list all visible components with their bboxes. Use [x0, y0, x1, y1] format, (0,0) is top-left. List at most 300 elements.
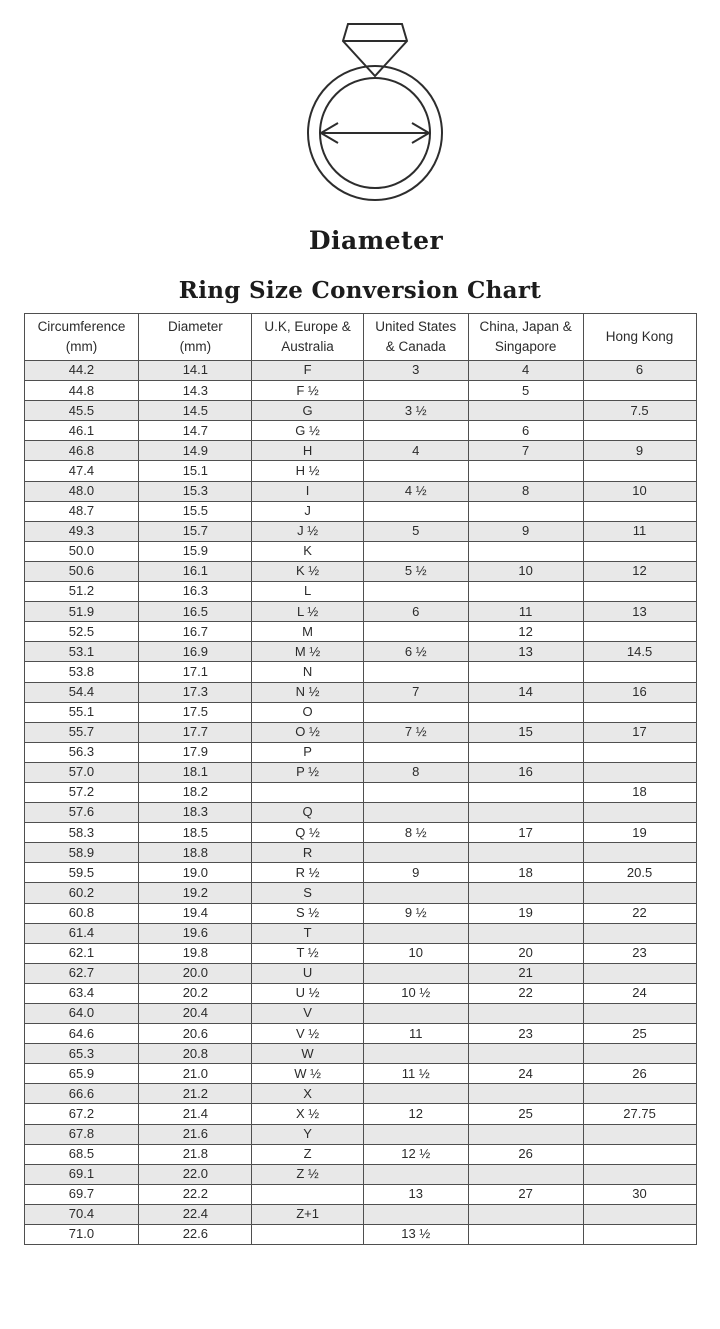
table-cell: 19.4	[139, 903, 252, 923]
table-row	[24, 642, 696, 662]
table-cell: 16	[468, 762, 583, 782]
table-cell	[468, 461, 583, 481]
table-cell: 21.8	[139, 1144, 252, 1164]
table-cell: P	[252, 742, 364, 762]
table-cell: V ½	[252, 1024, 364, 1044]
table-cell: 30	[583, 1184, 696, 1204]
table-row	[24, 1204, 696, 1224]
table-cell: 66.6	[24, 1084, 139, 1104]
table-cell	[468, 1124, 583, 1144]
table-cell: 23	[583, 943, 696, 963]
table-cell: 57.6	[24, 803, 139, 823]
table-cell: 12	[583, 561, 696, 581]
table-cell: 65.3	[24, 1044, 139, 1064]
table-cell: 57.0	[24, 762, 139, 782]
table-cell: Z+1	[252, 1204, 364, 1224]
table-cell: 15.5	[139, 501, 252, 521]
table-cell: 51.2	[24, 582, 139, 602]
table-cell: 5 ½	[363, 561, 468, 581]
table-cell	[583, 501, 696, 521]
table-cell: 17	[583, 722, 696, 742]
table-cell: 13	[583, 602, 696, 622]
table-cell: 9	[468, 521, 583, 541]
table-cell: 13 ½	[363, 1225, 468, 1245]
table-cell: 22.4	[139, 1204, 252, 1224]
table-cell: 10	[363, 943, 468, 963]
table-cell: 46.8	[24, 441, 139, 461]
table-row	[24, 662, 696, 682]
table-cell	[363, 1204, 468, 1224]
table-cell: 25	[583, 1024, 696, 1044]
table-cell: 50.0	[24, 541, 139, 561]
diameter-arrow-icon	[321, 123, 429, 143]
table-cell	[468, 883, 583, 903]
table-cell: 27	[468, 1184, 583, 1204]
table-cell: 20.0	[139, 963, 252, 983]
table-cell: G ½	[252, 421, 364, 441]
table-row	[24, 702, 696, 722]
table-cell	[252, 1184, 364, 1204]
table-body	[24, 361, 696, 1245]
table-cell: F ½	[252, 381, 364, 401]
table-row	[24, 883, 696, 903]
table-cell: 11	[583, 521, 696, 541]
table-cell: Z ½	[252, 1164, 364, 1184]
table-cell: 46.1	[24, 421, 139, 441]
table-cell: 60.2	[24, 883, 139, 903]
table-cell	[468, 501, 583, 521]
table-row	[24, 983, 696, 1003]
table-cell	[468, 843, 583, 863]
table-cell: 17.7	[139, 722, 252, 742]
table-cell: 60.8	[24, 903, 139, 923]
table-cell	[363, 963, 468, 983]
table-cell: 11 ½	[363, 1064, 468, 1084]
table-cell	[363, 1004, 468, 1024]
table-cell: M	[252, 622, 364, 642]
table-cell: 17.5	[139, 702, 252, 722]
table-cell	[583, 923, 696, 943]
table-cell: L	[252, 582, 364, 602]
table-row	[24, 381, 696, 401]
table-cell: 57.2	[24, 782, 139, 802]
table-header-row	[24, 314, 696, 361]
table-cell: U	[252, 963, 364, 983]
table-cell: 65.9	[24, 1064, 139, 1084]
table-cell: 19.8	[139, 943, 252, 963]
table-cell: 27.75	[583, 1104, 696, 1124]
table-cell: 11	[363, 1024, 468, 1044]
table-row	[24, 521, 696, 541]
table-cell	[363, 501, 468, 521]
table-cell: 18.3	[139, 803, 252, 823]
table-cell: 20	[468, 943, 583, 963]
table-cell: 64.6	[24, 1024, 139, 1044]
table-cell: 10	[583, 481, 696, 501]
table-cell: H ½	[252, 461, 364, 481]
table-cell: 14.1	[139, 361, 252, 381]
table-cell: 4	[468, 361, 583, 381]
table-cell: 69.7	[24, 1184, 139, 1204]
table-cell: 24	[468, 1064, 583, 1084]
table-row	[24, 441, 696, 461]
table-cell: 7	[363, 682, 468, 702]
table-cell: 6 ½	[363, 642, 468, 662]
table-cell: 8	[363, 762, 468, 782]
table-cell	[468, 1164, 583, 1184]
table-cell: 10 ½	[363, 983, 468, 1003]
table-cell	[468, 1204, 583, 1224]
table-cell: 15.7	[139, 521, 252, 541]
table-cell	[583, 421, 696, 441]
ring-with-diamond-icon	[290, 4, 460, 204]
column-header: United States & Canada	[363, 314, 468, 361]
table-cell: 17.3	[139, 682, 252, 702]
table-row	[24, 903, 696, 923]
table-cell: W ½	[252, 1064, 364, 1084]
ring-diagram	[290, 4, 460, 204]
table-cell: 19.2	[139, 883, 252, 903]
table-cell: 50.6	[24, 561, 139, 581]
table-cell: 9 ½	[363, 903, 468, 923]
table-cell: 62.7	[24, 963, 139, 983]
table-cell	[363, 1084, 468, 1104]
table-cell: 16	[583, 682, 696, 702]
table-cell: 6	[468, 421, 583, 441]
table-row	[24, 1184, 696, 1204]
table-cell	[583, 1225, 696, 1245]
table-row	[24, 782, 696, 802]
table-cell: 48.0	[24, 481, 139, 501]
table-row	[24, 963, 696, 983]
table-cell: 22.2	[139, 1184, 252, 1204]
table-cell: 18.5	[139, 823, 252, 843]
table-row	[24, 361, 696, 381]
table-cell: T	[252, 923, 364, 943]
table-cell: 58.9	[24, 843, 139, 863]
table-cell	[468, 742, 583, 762]
table-cell: T ½	[252, 943, 364, 963]
table-cell	[363, 541, 468, 561]
table-row	[24, 461, 696, 481]
table-cell: 58.3	[24, 823, 139, 843]
table-cell: 45.5	[24, 401, 139, 421]
table-cell: X	[252, 1084, 364, 1104]
table-cell	[583, 622, 696, 642]
table-cell: 22.6	[139, 1225, 252, 1245]
column-header: Diameter (mm)	[139, 314, 252, 361]
table-cell: 21.6	[139, 1124, 252, 1144]
table-cell: 17	[468, 823, 583, 843]
table-cell: K	[252, 541, 364, 561]
table-cell: 22	[468, 983, 583, 1003]
table-cell	[583, 541, 696, 561]
table-cell: 16.5	[139, 602, 252, 622]
table-cell: 20.2	[139, 983, 252, 1003]
table-cell: 64.0	[24, 1004, 139, 1024]
table-cell: R	[252, 843, 364, 863]
table-cell: 16.9	[139, 642, 252, 662]
table-cell: 19.6	[139, 923, 252, 943]
table-cell: 19	[583, 823, 696, 843]
table-cell: 24	[583, 983, 696, 1003]
table-cell	[583, 582, 696, 602]
table-cell: 67.2	[24, 1104, 139, 1124]
table-cell	[468, 1004, 583, 1024]
table-cell: J	[252, 501, 364, 521]
table-cell: Q ½	[252, 823, 364, 843]
table-cell: 47.4	[24, 461, 139, 481]
table-cell: I	[252, 481, 364, 501]
table-cell	[363, 1164, 468, 1184]
table-cell: Y	[252, 1124, 364, 1144]
table-row	[24, 541, 696, 561]
table-cell: 4	[363, 441, 468, 461]
table-cell: O ½	[252, 722, 364, 742]
table-cell: 9	[583, 441, 696, 461]
table-row	[24, 863, 696, 883]
table-cell: 17.1	[139, 662, 252, 682]
table-cell: R ½	[252, 863, 364, 883]
table-row	[24, 1144, 696, 1164]
table-cell	[468, 582, 583, 602]
table-row	[24, 923, 696, 943]
table-cell: 11	[468, 602, 583, 622]
table-header	[24, 314, 696, 361]
table-cell	[583, 742, 696, 762]
table-cell	[468, 1084, 583, 1104]
table-cell	[363, 803, 468, 823]
table-cell: 21.0	[139, 1064, 252, 1084]
table-row	[24, 501, 696, 521]
table-cell	[363, 702, 468, 722]
table-cell	[583, 662, 696, 682]
ring-size-conversion-table	[24, 313, 697, 1245]
table-row	[24, 602, 696, 622]
table-cell: 18.1	[139, 762, 252, 782]
table-row	[24, 803, 696, 823]
diameter-label: Diameter	[308, 226, 444, 255]
table-row	[24, 682, 696, 702]
table-cell: 15	[468, 722, 583, 742]
table-row	[24, 742, 696, 762]
table-cell: 3 ½	[363, 401, 468, 421]
table-cell: 19	[468, 903, 583, 923]
table-cell	[583, 461, 696, 481]
table-cell	[252, 1225, 364, 1245]
table-cell: 44.8	[24, 381, 139, 401]
table-cell	[363, 622, 468, 642]
table-cell	[468, 1044, 583, 1064]
table-cell: 12	[468, 622, 583, 642]
table-cell	[583, 843, 696, 863]
table-cell: 55.7	[24, 722, 139, 742]
table-cell: 9	[363, 863, 468, 883]
table-row	[24, 943, 696, 963]
table-cell: 4 ½	[363, 481, 468, 501]
table-cell: 49.3	[24, 521, 139, 541]
table-cell	[583, 381, 696, 401]
table-cell: 13	[468, 642, 583, 662]
table-cell	[583, 1084, 696, 1104]
table-cell: 20.4	[139, 1004, 252, 1024]
diamond-icon	[343, 24, 407, 76]
table-cell	[583, 1164, 696, 1184]
table-row	[24, 722, 696, 742]
page-title: Ring Size Conversion Chart	[178, 277, 542, 304]
table-cell: 22	[583, 903, 696, 923]
table-cell: Z	[252, 1144, 364, 1164]
table-cell	[363, 782, 468, 802]
table-cell: 5	[363, 521, 468, 541]
table-cell: 21.2	[139, 1084, 252, 1104]
table-cell: F	[252, 361, 364, 381]
table-cell	[468, 401, 583, 421]
table-cell: 3	[363, 361, 468, 381]
column-header: Circumference (mm)	[24, 314, 139, 361]
table-cell: S	[252, 883, 364, 903]
table-row	[24, 1044, 696, 1064]
table-cell: 8	[468, 481, 583, 501]
table-cell: 14.9	[139, 441, 252, 461]
table-cell: 18	[583, 782, 696, 802]
table-cell: 71.0	[24, 1225, 139, 1245]
table-row	[24, 1225, 696, 1245]
table-cell: K ½	[252, 561, 364, 581]
table-cell	[583, 1044, 696, 1064]
table-cell	[363, 381, 468, 401]
table-cell: 14.5	[139, 401, 252, 421]
table-cell: 26	[468, 1144, 583, 1164]
table-cell	[583, 1004, 696, 1024]
table-cell: 21	[468, 963, 583, 983]
table-cell: 15.3	[139, 481, 252, 501]
table-cell: 68.5	[24, 1144, 139, 1164]
table-row	[24, 561, 696, 581]
table-cell: 15.9	[139, 541, 252, 561]
table-cell: 69.1	[24, 1164, 139, 1184]
table-cell	[363, 582, 468, 602]
column-header: U.K, Europe & Australia	[252, 314, 364, 361]
table-row	[24, 1164, 696, 1184]
table-cell	[363, 421, 468, 441]
table-cell: 53.1	[24, 642, 139, 662]
table-cell	[252, 782, 364, 802]
table-cell: 16.1	[139, 561, 252, 581]
table-cell: 14.3	[139, 381, 252, 401]
table-cell: 67.8	[24, 1124, 139, 1144]
table-cell	[583, 762, 696, 782]
table-cell: 18.2	[139, 782, 252, 802]
table-cell: 7	[468, 441, 583, 461]
table-cell	[468, 923, 583, 943]
table-cell	[363, 742, 468, 762]
table-cell: 7 ½	[363, 722, 468, 742]
table-cell: 13	[363, 1184, 468, 1204]
table-cell	[583, 963, 696, 983]
table-row	[24, 843, 696, 863]
table-cell: 20.6	[139, 1024, 252, 1044]
table-cell: 21.4	[139, 1104, 252, 1124]
table-cell	[583, 883, 696, 903]
table-row	[24, 1064, 696, 1084]
table-cell: 6	[583, 361, 696, 381]
table-cell: 16.3	[139, 582, 252, 602]
table-cell: V	[252, 1004, 364, 1024]
table-cell: 56.3	[24, 742, 139, 762]
table-cell	[363, 662, 468, 682]
table-cell: 20.8	[139, 1044, 252, 1064]
table-cell	[363, 461, 468, 481]
table-cell: X ½	[252, 1104, 364, 1124]
table-cell: 52.5	[24, 622, 139, 642]
table-cell: 26	[583, 1064, 696, 1084]
table-cell: H	[252, 441, 364, 461]
table-cell: 70.4	[24, 1204, 139, 1224]
table-cell	[468, 803, 583, 823]
table-cell: 59.5	[24, 863, 139, 883]
table-row	[24, 823, 696, 843]
table-cell	[468, 1225, 583, 1245]
table-cell	[468, 541, 583, 561]
table-cell	[583, 803, 696, 823]
table-row	[24, 1104, 696, 1124]
table-cell: 17.9	[139, 742, 252, 762]
column-header: China, Japan & Singapore	[468, 314, 583, 361]
table-cell: 18.8	[139, 843, 252, 863]
table-cell: 18	[468, 863, 583, 883]
table-row	[24, 1024, 696, 1044]
table-cell	[363, 883, 468, 903]
table-cell: 14.5	[583, 642, 696, 662]
table-cell: 54.4	[24, 682, 139, 702]
table-cell	[583, 702, 696, 722]
table-cell: P ½	[252, 762, 364, 782]
table-cell: 51.9	[24, 602, 139, 622]
table-cell: 14.7	[139, 421, 252, 441]
table-cell: N ½	[252, 682, 364, 702]
table-cell	[468, 702, 583, 722]
table-cell: J ½	[252, 521, 364, 541]
table-row	[24, 622, 696, 642]
table-cell: 12 ½	[363, 1144, 468, 1164]
table-cell: 10	[468, 561, 583, 581]
table-cell: 7.5	[583, 401, 696, 421]
table-cell: O	[252, 702, 364, 722]
table-cell: U ½	[252, 983, 364, 1003]
table-cell	[468, 662, 583, 682]
table-row	[24, 401, 696, 421]
table-cell: Q	[252, 803, 364, 823]
table-cell: M ½	[252, 642, 364, 662]
table-cell: 14	[468, 682, 583, 702]
table-row	[24, 1124, 696, 1144]
table-cell: 15.1	[139, 461, 252, 481]
table-cell: 19.0	[139, 863, 252, 883]
table-cell	[583, 1204, 696, 1224]
table-cell: W	[252, 1044, 364, 1064]
table-row	[24, 481, 696, 501]
table-cell: 23	[468, 1024, 583, 1044]
table-cell: 6	[363, 602, 468, 622]
column-header: Hong Kong	[583, 314, 696, 361]
table-cell: 25	[468, 1104, 583, 1124]
table-cell: 22.0	[139, 1164, 252, 1184]
table-cell: G	[252, 401, 364, 421]
table-cell	[363, 1044, 468, 1064]
table-cell: 62.1	[24, 943, 139, 963]
table-cell: N	[252, 662, 364, 682]
